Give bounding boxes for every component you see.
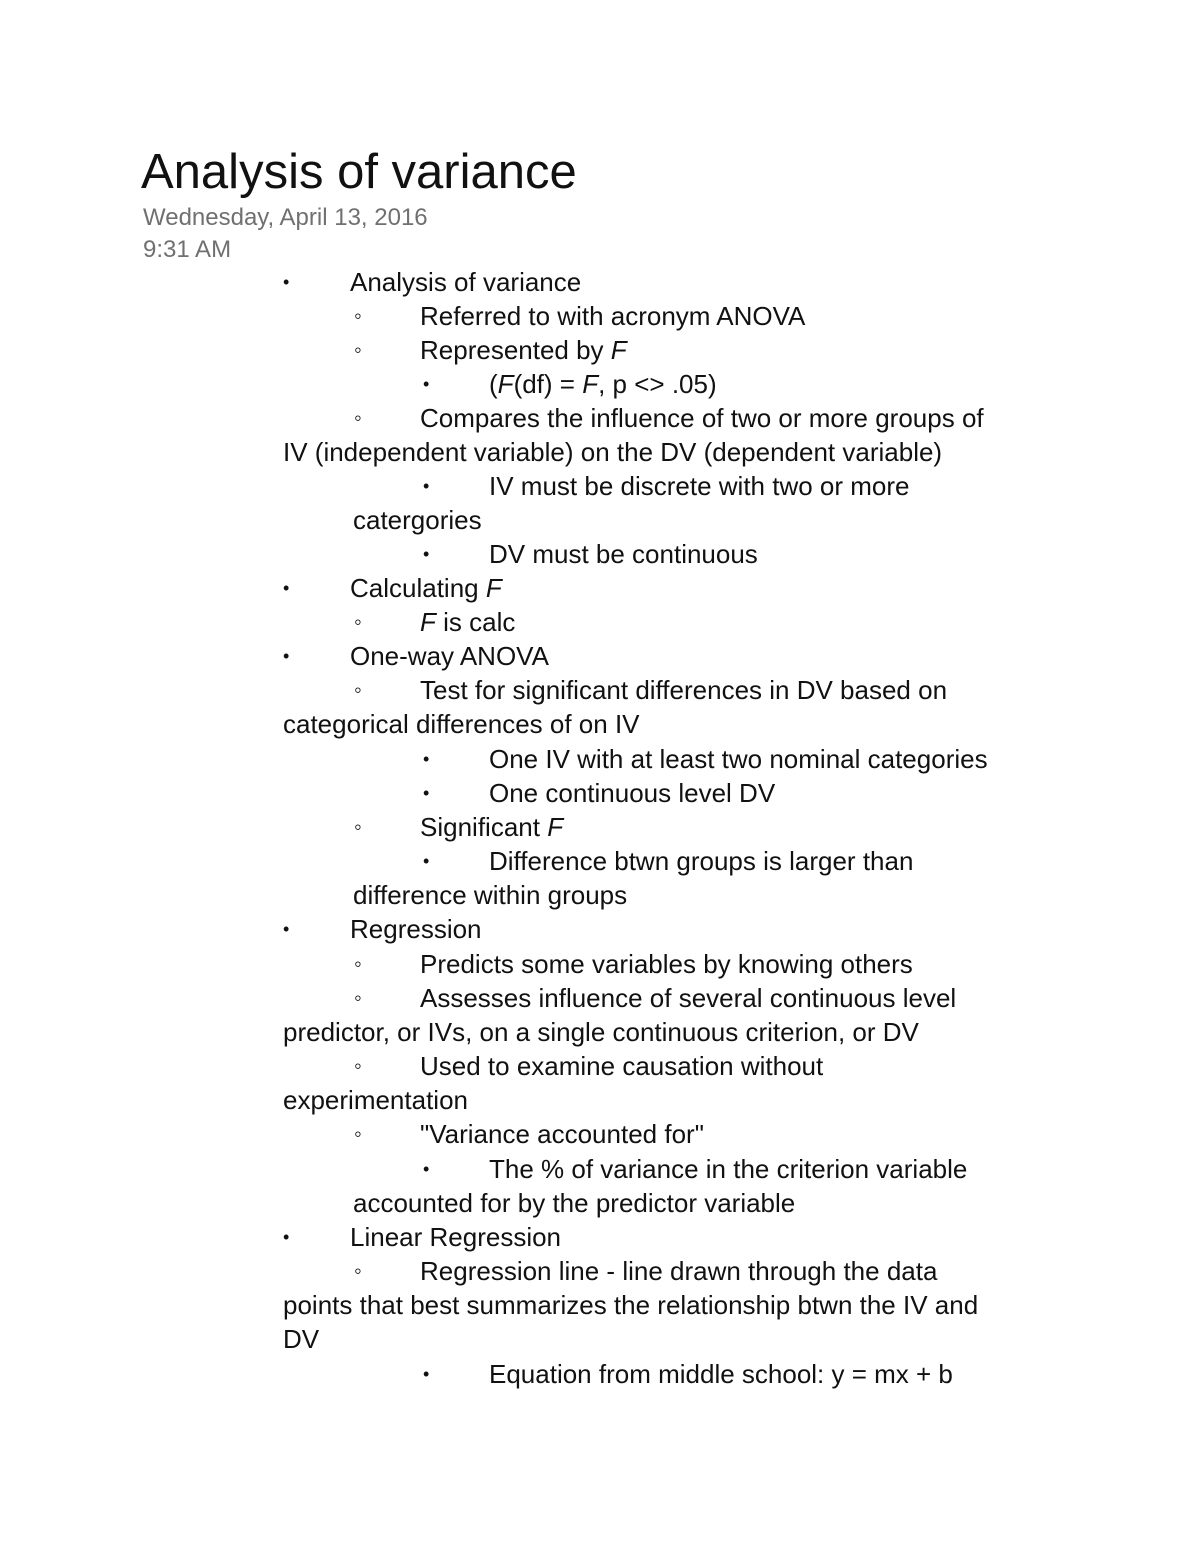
bullet-icon: •	[423, 749, 430, 769]
list-item: One IV with at least two nominal categories	[489, 744, 988, 774]
bullet-icon: •	[423, 1159, 430, 1179]
list-item-continuation: difference within groups	[353, 880, 628, 910]
note-date: Wednesday, April 13, 2016	[143, 204, 428, 231]
list-item-continuation: experimentation	[283, 1085, 468, 1115]
list-item: One-way ANOVA	[350, 641, 549, 671]
circle-bullet-icon: ◦	[354, 1053, 362, 1078]
bullet-icon: •	[423, 476, 430, 496]
circle-bullet-icon: ◦	[354, 1258, 362, 1283]
list-item: Compares the influence of two or more groups of	[420, 403, 984, 433]
bullet-icon: •	[423, 1364, 430, 1384]
list-item-continuation: IV (independent variable) on the DV (dependent variable)	[283, 437, 943, 467]
list-item: Equation from middle school: y = mx + b	[489, 1359, 953, 1389]
note-time: 9:31 AM	[143, 236, 232, 263]
bullet-icon: •	[423, 374, 430, 394]
circle-bullet-icon: ◦	[354, 405, 362, 430]
bullet-icon: •	[423, 851, 430, 871]
list-item: F is calc	[420, 607, 516, 637]
list-item: DV must be continuous	[489, 539, 758, 569]
bullet-icon: •	[423, 783, 430, 803]
list-item: "Variance accounted for"	[420, 1119, 704, 1149]
list-item-continuation: catergories	[353, 505, 482, 535]
list-item: IV must be discrete with two or more	[489, 471, 910, 501]
list-item: Linear Regression	[350, 1222, 562, 1252]
list-item: Analysis of variance	[350, 267, 582, 297]
list-item-continuation: accounted for by the predictor variable	[353, 1188, 796, 1218]
bullet-icon: •	[283, 272, 290, 292]
circle-bullet-icon: ◦	[354, 303, 362, 328]
bullet-icon: •	[423, 544, 430, 564]
circle-bullet-icon: ◦	[354, 951, 362, 976]
list-item: Predicts some variables by knowing others	[420, 949, 913, 979]
list-item: Regression line - line drawn through the data	[420, 1256, 938, 1286]
list-item: Significant F	[420, 812, 564, 842]
circle-bullet-icon: ◦	[354, 677, 362, 702]
bullet-icon: •	[283, 578, 290, 598]
bullet-icon: •	[283, 1227, 290, 1247]
list-item: Calculating F	[350, 573, 502, 603]
list-item-continuation: points that best summarizes the relationship btwn the IV and	[283, 1290, 979, 1320]
list-item-continuation: predictor, or IVs, on a single continuous criterion, or DV	[283, 1017, 919, 1047]
page-title: Analysis of variance	[141, 145, 577, 199]
bullet-icon: •	[283, 919, 290, 939]
bullet-icon: •	[283, 646, 290, 666]
list-item-continuation: categorical differences of on IV	[283, 709, 640, 739]
list-item: Test for significant differences in DV based on	[420, 675, 948, 705]
list-item: (F(df) = F, p <> .05)	[489, 369, 717, 399]
list-item: Used to examine causation without	[420, 1051, 824, 1081]
list-item: Difference btwn groups is larger than	[489, 846, 914, 876]
circle-bullet-icon: ◦	[354, 814, 362, 839]
circle-bullet-icon: ◦	[354, 337, 362, 362]
circle-bullet-icon: ◦	[354, 1121, 362, 1146]
circle-bullet-icon: ◦	[354, 609, 362, 634]
list-item: The % of variance in the criterion variable	[489, 1154, 968, 1184]
list-item-continuation: DV	[283, 1324, 320, 1354]
list-item: Regression	[350, 914, 482, 944]
list-item: Represented by F	[420, 335, 627, 365]
list-item: One continuous level DV	[489, 778, 776, 808]
list-item: Referred to with acronym ANOVA	[420, 301, 806, 331]
list-item: Assesses influence of several continuous level	[420, 983, 957, 1013]
circle-bullet-icon: ◦	[354, 985, 362, 1010]
